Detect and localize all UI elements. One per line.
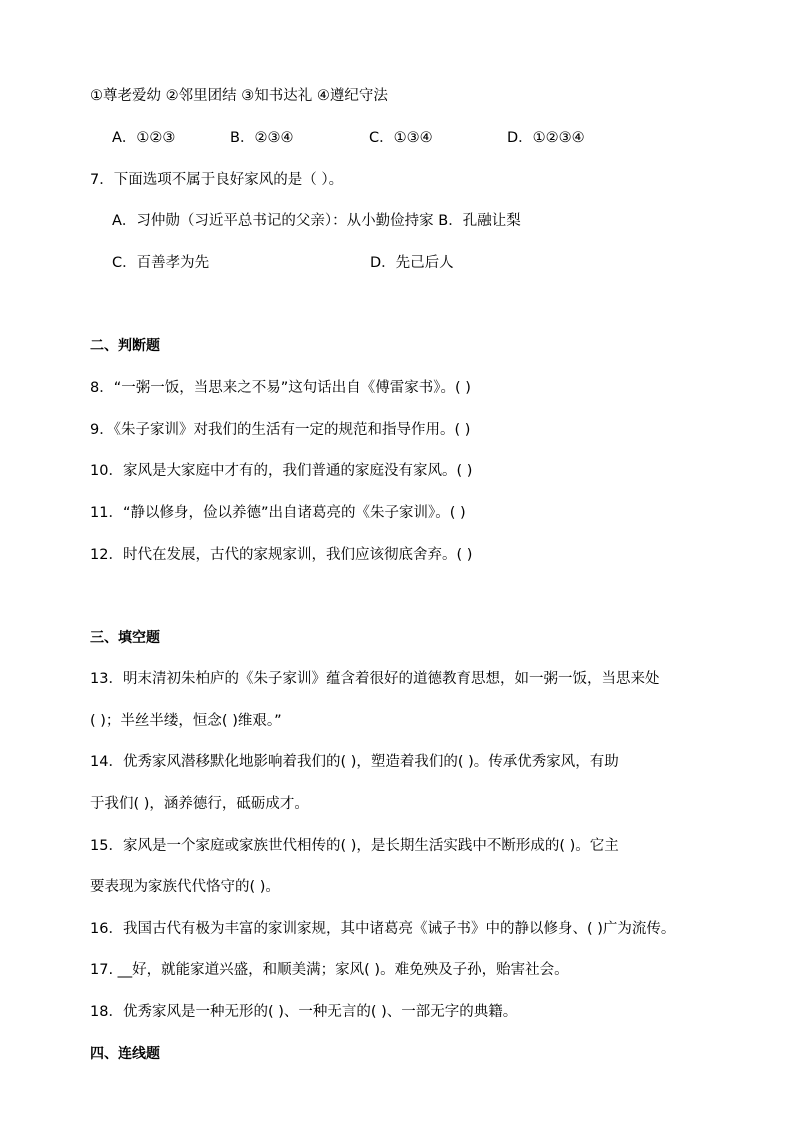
question-8: 8．“一粥一饭，当思来之不易”这句话出自《傅雷家书》。( ) <box>90 380 471 396</box>
q6-option-b: B．②③④ <box>230 130 294 146</box>
question-9: 9．《朱子家训》对我们的生活有一定的规范和指导作用。( ) <box>90 422 471 438</box>
q6-option-c: C．①③④ <box>369 130 433 146</box>
section-title-fill-blank: 三、填空题 <box>90 630 160 646</box>
question-18: 18．优秀家风是一种无形的( )、一种无言的( )、一部无字的典籍。 <box>90 1004 518 1020</box>
q6-option-d: D．①②③④ <box>507 130 585 146</box>
section-title-judgment: 二、判断题 <box>90 338 160 354</box>
q7-options-ab: A．习仲勋（习近平总书记的父亲）：从小勤俭持家 B．孔融让梨 <box>112 213 521 229</box>
question-17: 17. __好，就能家道兴盛，和顺美满；家风( )。难免殃及子孙，贻害社会。 <box>90 962 569 978</box>
question-13-line-2: ( )；半丝半缕，恒念( )维艰。” <box>90 713 282 729</box>
question-14-line-2: 于我们( )，涵养德行，砥砺成才。 <box>90 796 309 812</box>
section-title-matching: 四、连线题 <box>90 1046 160 1062</box>
q7-option-c: C．百善孝为先 <box>112 255 210 271</box>
q6-items: ①尊老爱幼 ②邻里团结 ③知书达礼 ④遵纪守法 <box>90 88 388 104</box>
q7-option-d: D．先己后人 <box>370 255 454 271</box>
question-11: 11．“静以修身，俭以养德”出自诸葛亮的《朱子家训》。( ) <box>90 505 466 521</box>
question-10: 10．家风是大家庭中才有的，我们普通的家庭没有家风。( ) <box>90 463 473 479</box>
question-16: 16．我国古代有极为丰富的家训家规，其中诸葛亮《诫子书》中的静以修身、( )广为流传。 <box>90 921 676 937</box>
question-12: 12．时代在发展，古代的家规家训，我们应该彻底舍弃。( ) <box>90 547 473 563</box>
question-15-line-1: 15．家风是一个家庭或家族世代相传的( )，是长期生活实践中不断形成的( )。它主 <box>90 838 619 854</box>
question-15-line-2: 要表现为家族代代恪守的( )。 <box>90 879 280 895</box>
question-13-line-1: 13．明末清初朱柏庐的《朱子家训》蕴含着很好的道德教育思想，如一粥一饭，当思来处 <box>90 671 660 687</box>
q7-stem: 7．下面选项不属于良好家风的是（ ）。 <box>90 172 344 188</box>
question-14-line-1: 14．优秀家风潜移默化地影响着我们的( )，塑造着我们的( )。传承优秀家风，有助 <box>90 754 619 770</box>
q6-option-a: A．①②③ <box>112 130 176 146</box>
